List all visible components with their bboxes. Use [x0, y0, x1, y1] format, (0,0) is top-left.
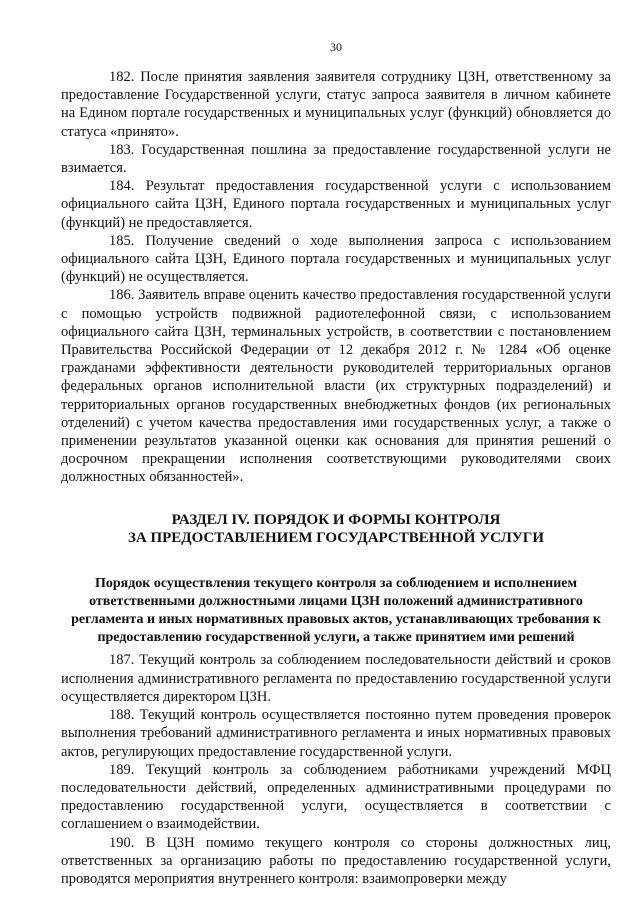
paragraph-187: 187. Текущий контроль за соблюдением последовательности действий и сроков исполнения административного регламента по предоставлению государственной услуги осуществляется директором ЦЗН.: [61, 652, 611, 705]
body-text-top: [61, 68, 611, 487]
section-title: [61, 511, 611, 547]
paragraph-190: 190. В ЦЗН помимо текущего контроля со стороны должностных лиц, ответственных за организацию работы по предоставлению государственной услуги, проводятся мероприятия внутреннего контроля: взаимопроверки между: [61, 834, 611, 887]
paragraph-186: 186. Заявитель вправе оценить качество предоставления государственной услуги с помощью устройств подвижной радиотелефонной связи, с использованием официального сайта ЦЗН, терминальных устройств, в соответствии с постановлением Правительства Российской Федерации от 12 декабря 2012 г. № 1284 «Об оценке гражданами эффективности деятельности руководителей территориальных органов федеральных органов исполнительной власти (их структурных подразделений) и территориальных органов государственных внебюджетных фондов (их региональных отделений) с учетом качества предоставления ими государственных услуг, а также о применении результатов указанной оценки как основания для принятия решений о досрочном прекращении исполнения соответствующими руководителями своих должностных обязанностей».: [61, 287, 611, 486]
subsection-title: Порядок осуществления текущего контроля за соблюдением и исполнением ответственными должностными лицами ЦЗН положений административного регламента и иных нормативных правовых актов, устанавливающих требования к предоставлению государственной услуги, а также принятием ими решений: [71, 575, 601, 646]
paragraph-182: 182. После принятия заявления заявителя сотруднику ЦЗН, ответственному за предоставление Государственной услуги, статус запроса заявителя в личном кабинете на Едином портале государственных и муниципальных услуг (функций) обновляется до статуса «принято».: [61, 69, 611, 140]
body-text-bottom: [61, 651, 611, 888]
section-title-line-2: ЗА ПРЕДОСТАВЛЕНИЕМ ГОСУДАРСТВЕННОЙ УСЛУГИ: [127, 529, 545, 546]
paragraph-185: 185. Получение сведений о ходе выполнения запроса с использованием официального сайта ЦЗН, Единого портала государственных и муниципальных услуг (функций) не осуществляется.: [61, 232, 611, 286]
paragraph-183: 183. Государственная пошлина за предоставление государственной услуги не взимается.: [61, 141, 611, 177]
paragraph-188: 188. Текущий контроль осуществляется постоянно путем проведения проверок выполнения требований административного регламента и иных нормативных правовых актов, регулирующих предоставление государственной услуги.: [61, 707, 611, 760]
page-number: 30: [330, 40, 342, 54]
section-title-line-1: РАЗДЕЛ IV. ПОРЯДОК И ФОРМЫ КОНТРОЛЯ: [171, 511, 501, 528]
paragraph-189: 189. Текущий контроль за соблюдением работниками учреждений МФЦ последовательности действий, определенных административными процедурами по предоставлению государственной услуги, осуществляется в соответствии с соглашением о взаимодействии.: [61, 761, 611, 833]
paragraph-184: 184. Результат предоставления государственной услуги с использованием официального сайта ЦЗН, Единого портала государственных и муниципальных услуг (функций) не предоставляется.: [61, 178, 611, 231]
